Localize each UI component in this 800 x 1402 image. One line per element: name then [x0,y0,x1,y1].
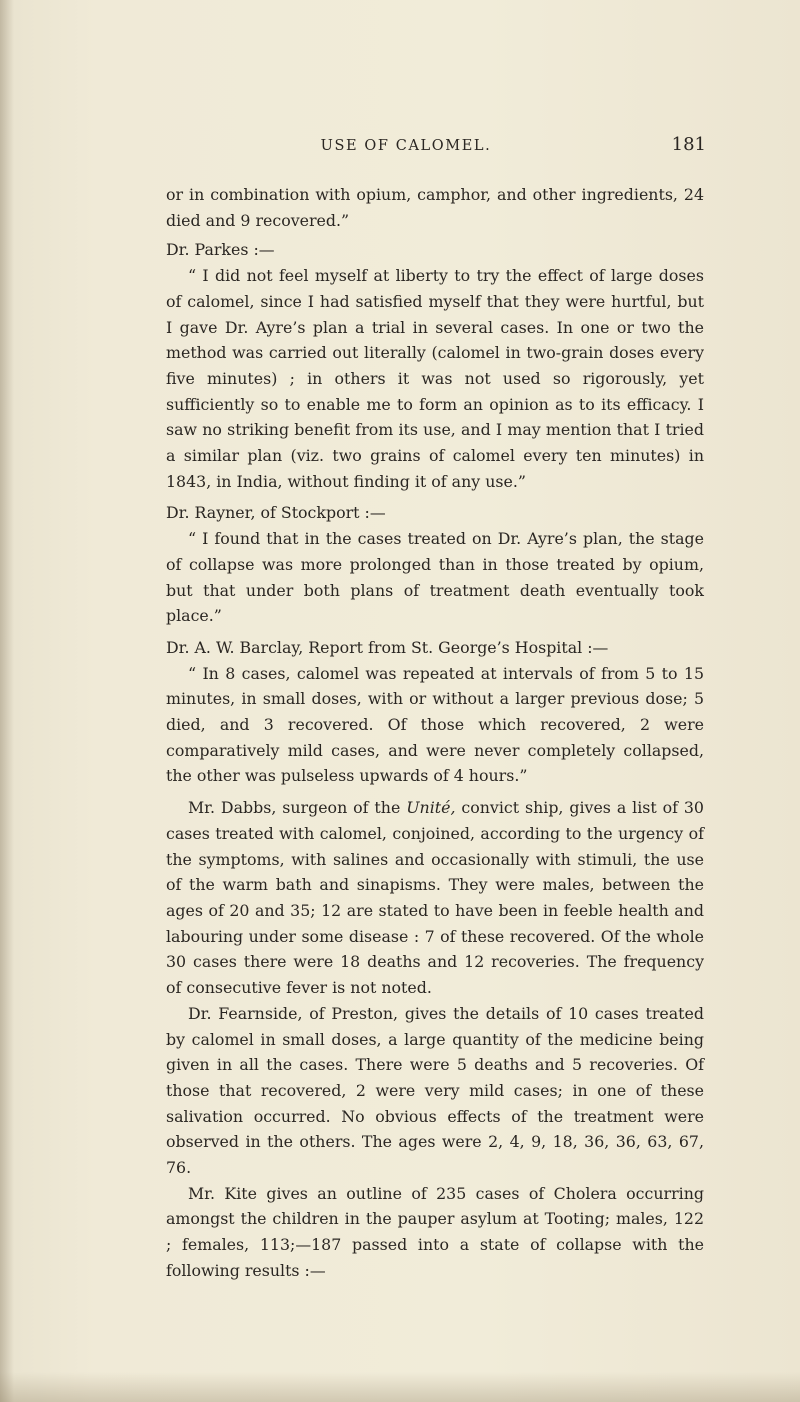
dabbs-text-rest: convict ship, gives a list of 30 cases treated with calomel, conjoined, according to the urgency of the symptoms, with salines and occasionally with stimuli, the use of the warm bath and sinapisms. They were males, between the ages of 20 and 35; 12 are stated to have been in feeble health and labouring under some disease : 7 of these recovered. Of the whole 30 cases there were 18 deaths and 12 recoveries. The frequency of consecutive fever is not noted. [166,798,704,998]
dabbs-text-start: Mr. Dabbs, surgeon of the [188,798,407,818]
speaker-parkes: Dr. Parkes :— [166,240,275,260]
spine-shadow [0,0,14,1402]
paragraph-continuation: or in combination with opium, camphor, and other ingredients, 24 died and 9 recovered.” [166,185,704,230]
quote-rayner: “ I found that in the cases treated on Dr. Ayre’s plan, the stage of collapse was more prolonged than in those treated by opium, but that under both plans of treatment death eventually took place.” [166,529,704,626]
running-title: USE OF CALOMEL. [320,138,492,154]
quote-barclay: “ In 8 cases, calomel was repeated at intervals of from 5 to 15 minutes, in small doses, with or without a larger previous dose; 5 died, and 3 recovered. Of those which recovered, 2 were comparatively mild cases, and were never completely collapsed, the other was pulseless upwards of 4 hours.” [166,663,704,786]
page-bottom-edge [0,1372,800,1402]
paragraph-dabbs [166,795,704,1001]
speaker-barclay: Dr. A. W. Barclay, Report from St. George’s Hospital :— [166,637,609,657]
speaker-rayner: Dr. Rayner, of Stockport :— [166,503,386,523]
paragraph-fearnside: Dr. Fearnside, of Preston, gives the details of 10 cases treated by calomel in small doses, a large quantity of the medicine being given in all the cases. There were 5 deaths and 5 recoveries. Of those that recovered, 2 were very mild cases; in one of these salivation occurred. No obvious effects of the treatment were observed in the others. The ages were 2, 4, 9, 18, 36, 36, 63, 67, 76. [166,1003,704,1178]
page-number: 181 [671,134,706,155]
quote-parkes: “ I did not feel myself at liberty to try the effect of large doses of calomel, since I had satisfied myself that they were hurtful, but I gave Dr. Ayre’s plan a trial in several cases. In one or two the method was carried out literally (calomel in two-grain doses every five minutes) ; in others it was not used so rigorously, yet sufficiently so to enable me to form an opinion as to its efficacy. I saw no striking benefit from its use, and I may mention that I tried a similar plan (viz. two grains of calomel every ten minutes) in 1843, in India, without finding it of any use.” [166,266,704,491]
page-header [166,134,706,164]
ship-name: Unité, [406,798,456,818]
body-text [166,182,704,1284]
paragraph-kite: Mr. Kite gives an outline of 235 cases of Cholera occurring amongst the children in the pauper asylum at Tooting; males, 122 ; females, 113;—187 passed into a state of collapse with the following results :— [166,1183,704,1280]
